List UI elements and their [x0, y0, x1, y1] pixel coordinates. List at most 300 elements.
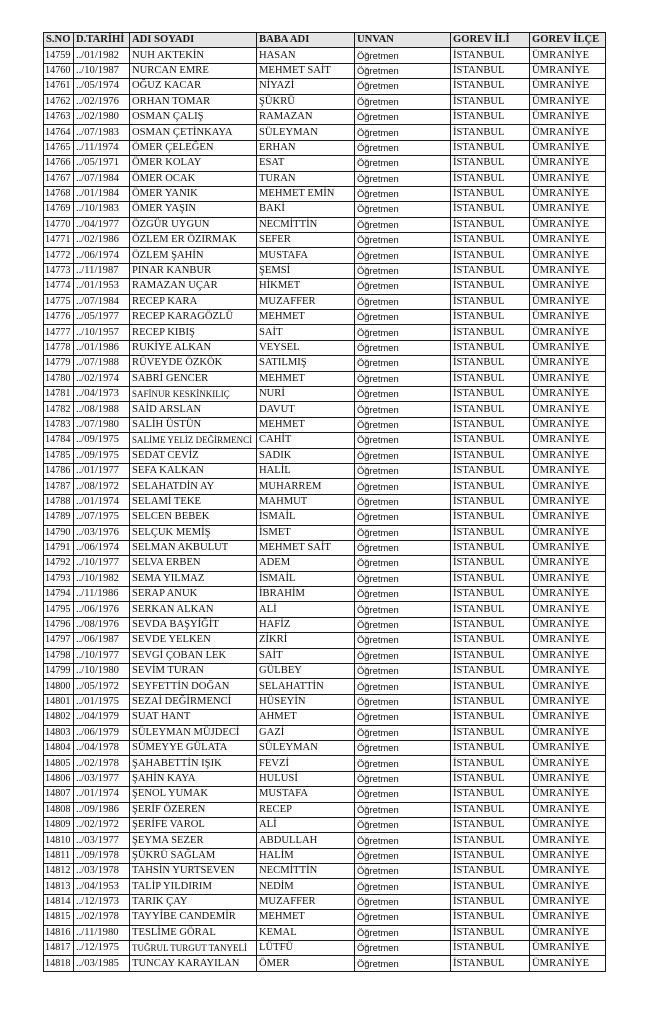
cell-birth-date: ../06/1976 — [74, 602, 130, 617]
cell-birth-date: ../05/1971 — [74, 156, 130, 171]
cell-father-name: SADIK — [257, 448, 355, 463]
table-row — [44, 202, 606, 217]
cell-title: Öğretmen — [355, 648, 451, 663]
cell-father-name: HÜSEYİN — [257, 694, 355, 709]
cell-birth-date: ../01/1975 — [74, 694, 130, 709]
cell-birth-date: ../10/1982 — [74, 571, 130, 586]
cell-province: İSTANBUL — [451, 310, 530, 325]
cell-title: Öğretmen — [355, 294, 451, 309]
cell-province: İSTANBUL — [451, 494, 530, 509]
cell-district: ÜMRANİYE — [530, 694, 606, 709]
cell-title: Öğretmen — [355, 48, 451, 63]
cell-birth-date: ../04/1973 — [74, 386, 130, 401]
cell-father-name: MAHMUT — [257, 494, 355, 509]
cell-district: ÜMRANİYE — [530, 448, 606, 463]
cell-birth-date: ../01/1977 — [74, 463, 130, 478]
cell-province: İSTANBUL — [451, 63, 530, 78]
cell-birth-date: ../05/1974 — [74, 79, 130, 94]
cell-father-name: NİYAZİ — [257, 79, 355, 94]
cell-district: ÜMRANİYE — [530, 417, 606, 432]
cell-birth-date: ../09/1975 — [74, 433, 130, 448]
cell-province: İSTANBUL — [451, 740, 530, 755]
cell-full-name: ÖMER YANIK — [130, 186, 257, 201]
cell-birth-date: ../06/1974 — [74, 540, 130, 555]
cell-sno: 14780 — [44, 371, 74, 386]
personnel-table — [43, 32, 606, 972]
cell-province: İSTANBUL — [451, 894, 530, 909]
cell-full-name: SALİME YELİZ DEĞİRMENCİ — [130, 433, 257, 448]
cell-birth-date: ../11/1980 — [74, 925, 130, 940]
cell-province: İSTANBUL — [451, 125, 530, 140]
cell-full-name: OSMAN ÇETİNKAYA — [130, 125, 257, 140]
cell-sno: 14775 — [44, 294, 74, 309]
cell-title: Öğretmen — [355, 864, 451, 879]
cell-full-name: TUĞRUL TURGUT TANYELİ — [130, 941, 257, 956]
cell-full-name: RECEP KARA — [130, 294, 257, 309]
cell-district: ÜMRANİYE — [530, 94, 606, 109]
cell-birth-date: ../10/1957 — [74, 325, 130, 340]
cell-title: Öğretmen — [355, 664, 451, 679]
cell-title: Öğretmen — [355, 463, 451, 478]
cell-birth-date: ../07/1984 — [74, 171, 130, 186]
cell-full-name: ÖMER YAŞIN — [130, 202, 257, 217]
cell-district: ÜMRANİYE — [530, 463, 606, 478]
cell-province: İSTANBUL — [451, 833, 530, 848]
cell-sno: 14767 — [44, 171, 74, 186]
cell-district: ÜMRANİYE — [530, 310, 606, 325]
cell-father-name: ADEM — [257, 556, 355, 571]
cell-province: İSTANBUL — [451, 448, 530, 463]
cell-sno: 14811 — [44, 848, 74, 863]
cell-district: ÜMRANİYE — [530, 79, 606, 94]
table-row — [44, 386, 606, 401]
cell-district: ÜMRANİYE — [530, 494, 606, 509]
cell-father-name: VEYSEL — [257, 340, 355, 355]
cell-father-name: ALİ — [257, 602, 355, 617]
table-row — [44, 371, 606, 386]
cell-sno: 14785 — [44, 448, 74, 463]
cell-full-name: RAMAZAN UÇAR — [130, 279, 257, 294]
cell-title: Öğretmen — [355, 494, 451, 509]
table-row — [44, 510, 606, 525]
table-row — [44, 817, 606, 832]
cell-father-name: SÜLEYMAN — [257, 125, 355, 140]
cell-province: İSTANBUL — [451, 186, 530, 201]
cell-full-name: SÜLEYMAN MÜJDECİ — [130, 725, 257, 740]
cell-father-name: ERHAN — [257, 140, 355, 155]
cell-father-name: CAHİT — [257, 433, 355, 448]
cell-title: Öğretmen — [355, 802, 451, 817]
cell-full-name: SELCEN BEBEK — [130, 510, 257, 525]
cell-district: ÜMRANİYE — [530, 386, 606, 401]
cell-sno: 14790 — [44, 525, 74, 540]
cell-province: İSTANBUL — [451, 325, 530, 340]
table-row — [44, 664, 606, 679]
cell-title: Öğretmen — [355, 279, 451, 294]
cell-father-name: LÜTFÜ — [257, 941, 355, 956]
cell-sno: 14799 — [44, 664, 74, 679]
cell-father-name: MEHMET — [257, 371, 355, 386]
table-row — [44, 448, 606, 463]
cell-title: Öğretmen — [355, 371, 451, 386]
cell-father-name: NECMİTTİN — [257, 864, 355, 879]
cell-birth-date: ../03/1985 — [74, 956, 130, 971]
cell-birth-date: ../02/1978 — [74, 910, 130, 925]
cell-birth-date: ../10/1977 — [74, 556, 130, 571]
cell-father-name: SATILMIŞ — [257, 356, 355, 371]
cell-district: ÜMRANİYE — [530, 879, 606, 894]
cell-sno: 14759 — [44, 48, 74, 63]
cell-province: İSTANBUL — [451, 648, 530, 663]
cell-father-name: SELAHATTİN — [257, 679, 355, 694]
cell-father-name: MUSTAFA — [257, 787, 355, 802]
table-row — [44, 233, 606, 248]
cell-sno: 14765 — [44, 140, 74, 155]
cell-father-name: ALİ — [257, 817, 355, 832]
cell-province: İSTANBUL — [451, 79, 530, 94]
cell-district: ÜMRANİYE — [530, 587, 606, 602]
cell-sno: 14817 — [44, 941, 74, 956]
cell-district: ÜMRANİYE — [530, 140, 606, 155]
cell-district: ÜMRANİYE — [530, 756, 606, 771]
cell-sno: 14764 — [44, 125, 74, 140]
table-row — [44, 248, 606, 263]
cell-birth-date: ../06/1974 — [74, 248, 130, 263]
cell-province: İSTANBUL — [451, 694, 530, 709]
cell-father-name: ZİKRİ — [257, 633, 355, 648]
cell-title: Öğretmen — [355, 510, 451, 525]
cell-birth-date: ../03/1977 — [74, 771, 130, 786]
cell-province: İSTANBUL — [451, 864, 530, 879]
cell-full-name: ÖMER OCAK — [130, 171, 257, 186]
cell-father-name: SAİT — [257, 325, 355, 340]
cell-birth-date: ../02/1986 — [74, 233, 130, 248]
table-row — [44, 433, 606, 448]
cell-father-name: SEFER — [257, 233, 355, 248]
cell-father-name: DAVUT — [257, 402, 355, 417]
header-birth-date: D.TARİHİ — [74, 33, 130, 48]
table-row — [44, 48, 606, 63]
cell-sno: 14814 — [44, 894, 74, 909]
header-title: UNVAN — [355, 33, 451, 48]
cell-province: İSTANBUL — [451, 463, 530, 478]
cell-father-name: HULUSİ — [257, 771, 355, 786]
cell-full-name: SELAHATDİN AY — [130, 479, 257, 494]
cell-father-name: İSMAİL — [257, 571, 355, 586]
cell-father-name: GÜLBEY — [257, 664, 355, 679]
cell-district: ÜMRANİYE — [530, 186, 606, 201]
cell-sno: 14781 — [44, 386, 74, 401]
cell-district: ÜMRANİYE — [530, 510, 606, 525]
cell-sno: 14807 — [44, 787, 74, 802]
cell-province: İSTANBUL — [451, 571, 530, 586]
table-row — [44, 787, 606, 802]
cell-full-name: SELAMİ TEKE — [130, 494, 257, 509]
cell-province: İSTANBUL — [451, 817, 530, 832]
cell-title: Öğretmen — [355, 833, 451, 848]
cell-full-name: SEZAİ DEĞİRMENCİ — [130, 694, 257, 709]
cell-birth-date: ../01/1984 — [74, 186, 130, 201]
table-row — [44, 956, 606, 971]
cell-full-name: SEFA KALKAN — [130, 463, 257, 478]
cell-district: ÜMRANİYE — [530, 171, 606, 186]
table-row — [44, 571, 606, 586]
cell-full-name: RECEP KIBIŞ — [130, 325, 257, 340]
table-row — [44, 340, 606, 355]
cell-father-name: MUHARREM — [257, 479, 355, 494]
table-row — [44, 802, 606, 817]
cell-full-name: SALİH ÜSTÜN — [130, 417, 257, 432]
cell-sno: 14777 — [44, 325, 74, 340]
cell-birth-date: ../03/1978 — [74, 864, 130, 879]
cell-title: Öğretmen — [355, 571, 451, 586]
header-sno: S.NO — [44, 33, 74, 48]
cell-sno: 14812 — [44, 864, 74, 879]
cell-full-name: ŞEYMA SEZER — [130, 833, 257, 848]
cell-father-name: KEMAL — [257, 925, 355, 940]
cell-father-name: TURAN — [257, 171, 355, 186]
cell-sno: 14762 — [44, 94, 74, 109]
table-row — [44, 479, 606, 494]
cell-province: İSTANBUL — [451, 725, 530, 740]
cell-province: İSTANBUL — [451, 802, 530, 817]
table-row — [44, 910, 606, 925]
cell-title: Öğretmen — [355, 771, 451, 786]
cell-title: Öğretmen — [355, 417, 451, 432]
cell-title: Öğretmen — [355, 479, 451, 494]
cell-father-name: ŞEMSİ — [257, 263, 355, 278]
cell-title: Öğretmen — [355, 433, 451, 448]
cell-title: Öğretmen — [355, 540, 451, 555]
cell-province: İSTANBUL — [451, 48, 530, 63]
cell-full-name: ÖZLEM ŞAHİN — [130, 248, 257, 263]
cell-birth-date: ../05/1972 — [74, 679, 130, 694]
cell-district: ÜMRANİYE — [530, 233, 606, 248]
cell-birth-date: ../06/1987 — [74, 633, 130, 648]
cell-district: ÜMRANİYE — [530, 63, 606, 78]
cell-title: Öğretmen — [355, 217, 451, 232]
cell-father-name: NECMİTTİN — [257, 217, 355, 232]
table-row — [44, 941, 606, 956]
cell-sno: 14763 — [44, 109, 74, 124]
cell-full-name: TAYYİBE CANDEMİR — [130, 910, 257, 925]
cell-province: İSTANBUL — [451, 202, 530, 217]
cell-full-name: TAHSİN YURTSEVEN — [130, 864, 257, 879]
cell-full-name: NURCAN EMRE — [130, 63, 257, 78]
cell-province: İSTANBUL — [451, 109, 530, 124]
table-row — [44, 325, 606, 340]
cell-sno: 14809 — [44, 817, 74, 832]
table-row — [44, 725, 606, 740]
cell-birth-date: ../12/1975 — [74, 941, 130, 956]
cell-province: İSTANBUL — [451, 263, 530, 278]
header-province: GOREV İLİ — [451, 33, 530, 48]
cell-sno: 14771 — [44, 233, 74, 248]
cell-title: Öğretmen — [355, 694, 451, 709]
cell-full-name: OSMAN ÇALIŞ — [130, 109, 257, 124]
cell-province: İSTANBUL — [451, 510, 530, 525]
table-row — [44, 109, 606, 124]
cell-birth-date: ../05/1977 — [74, 310, 130, 325]
table-row — [44, 710, 606, 725]
table-row — [44, 525, 606, 540]
cell-sno: 14806 — [44, 771, 74, 786]
cell-district: ÜMRANİYE — [530, 248, 606, 263]
cell-sno: 14813 — [44, 879, 74, 894]
cell-birth-date: ../03/1977 — [74, 833, 130, 848]
cell-title: Öğretmen — [355, 186, 451, 201]
table-row — [44, 463, 606, 478]
cell-district: ÜMRANİYE — [530, 217, 606, 232]
cell-sno: 14801 — [44, 694, 74, 709]
cell-province: İSTANBUL — [451, 956, 530, 971]
table-row — [44, 602, 606, 617]
cell-province: İSTANBUL — [451, 602, 530, 617]
cell-birth-date: ../04/1979 — [74, 710, 130, 725]
table-row — [44, 587, 606, 602]
cell-full-name: SELVA ERBEN — [130, 556, 257, 571]
cell-sno: 14782 — [44, 402, 74, 417]
cell-district: ÜMRANİYE — [530, 156, 606, 171]
table-row — [44, 556, 606, 571]
table-row — [44, 186, 606, 201]
cell-sno: 14760 — [44, 63, 74, 78]
cell-full-name: SERKAN ALKAN — [130, 602, 257, 617]
cell-father-name: MEHMET EMİN — [257, 186, 355, 201]
cell-father-name: MEHMET SAİT — [257, 63, 355, 78]
cell-province: İSTANBUL — [451, 710, 530, 725]
cell-province: İSTANBUL — [451, 664, 530, 679]
cell-district: ÜMRANİYE — [530, 617, 606, 632]
cell-title: Öğretmen — [355, 171, 451, 186]
cell-birth-date: ../12/1973 — [74, 894, 130, 909]
cell-father-name: ÖMER — [257, 956, 355, 971]
cell-birth-date: ../10/1983 — [74, 202, 130, 217]
cell-district: ÜMRANİYE — [530, 925, 606, 940]
cell-province: İSTANBUL — [451, 587, 530, 602]
cell-title: Öğretmen — [355, 310, 451, 325]
table-row — [44, 494, 606, 509]
cell-title: Öğretmen — [355, 109, 451, 124]
cell-province: İSTANBUL — [451, 525, 530, 540]
cell-father-name: AHMET — [257, 710, 355, 725]
cell-title: Öğretmen — [355, 79, 451, 94]
cell-district: ÜMRANİYE — [530, 202, 606, 217]
table-row — [44, 125, 606, 140]
cell-birth-date: ../02/1976 — [74, 94, 130, 109]
cell-father-name: RAMAZAN — [257, 109, 355, 124]
cell-province: İSTANBUL — [451, 925, 530, 940]
cell-district: ÜMRANİYE — [530, 910, 606, 925]
cell-full-name: ÖMER KOLAY — [130, 156, 257, 171]
cell-province: İSTANBUL — [451, 217, 530, 232]
cell-birth-date: ../09/1975 — [74, 448, 130, 463]
cell-birth-date: ../11/1986 — [74, 587, 130, 602]
cell-full-name: TUNCAY KARAYILAN — [130, 956, 257, 971]
cell-sno: 14800 — [44, 679, 74, 694]
cell-full-name: ŞERİFE VAROL — [130, 817, 257, 832]
header-district: GOREV İLÇE — [530, 33, 606, 48]
cell-district: ÜMRANİYE — [530, 833, 606, 848]
cell-title: Öğretmen — [355, 710, 451, 725]
cell-full-name: RÜVEYDE ÖZKÖK — [130, 356, 257, 371]
table-row — [44, 648, 606, 663]
cell-birth-date: ../08/1972 — [74, 479, 130, 494]
cell-full-name: SEVİM TURAN — [130, 664, 257, 679]
cell-full-name: SERAP ANUK — [130, 587, 257, 602]
cell-full-name: SEVGİ ÇOBAN LEK — [130, 648, 257, 663]
cell-province: İSTANBUL — [451, 233, 530, 248]
cell-title: Öğretmen — [355, 202, 451, 217]
cell-province: İSTANBUL — [451, 556, 530, 571]
cell-province: İSTANBUL — [451, 371, 530, 386]
table-row — [44, 217, 606, 232]
cell-province: İSTANBUL — [451, 879, 530, 894]
cell-father-name: BAKİ — [257, 202, 355, 217]
cell-birth-date: ../01/1974 — [74, 787, 130, 802]
cell-district: ÜMRANİYE — [530, 725, 606, 740]
cell-province: İSTANBUL — [451, 140, 530, 155]
cell-district: ÜMRANİYE — [530, 571, 606, 586]
cell-birth-date: ../07/1983 — [74, 125, 130, 140]
cell-sno: 14816 — [44, 925, 74, 940]
cell-province: İSTANBUL — [451, 617, 530, 632]
cell-birth-date: ../07/1988 — [74, 356, 130, 371]
cell-title: Öğretmen — [355, 325, 451, 340]
cell-sno: 14774 — [44, 279, 74, 294]
cell-full-name: SÜMEYYE GÜLATA — [130, 740, 257, 755]
cell-sno: 14778 — [44, 340, 74, 355]
cell-title: Öğretmen — [355, 633, 451, 648]
cell-district: ÜMRANİYE — [530, 633, 606, 648]
cell-title: Öğretmen — [355, 556, 451, 571]
cell-title: Öğretmen — [355, 956, 451, 971]
cell-district: ÜMRANİYE — [530, 356, 606, 371]
table-row — [44, 679, 606, 694]
cell-title: Öğretmen — [355, 756, 451, 771]
cell-province: İSTANBUL — [451, 340, 530, 355]
cell-sno: 14803 — [44, 725, 74, 740]
cell-sno: 14794 — [44, 587, 74, 602]
table-row — [44, 63, 606, 78]
cell-full-name: OĞUZ KACAR — [130, 79, 257, 94]
cell-province: İSTANBUL — [451, 248, 530, 263]
cell-title: Öğretmen — [355, 894, 451, 909]
table-row — [44, 756, 606, 771]
cell-father-name: MEHMET — [257, 910, 355, 925]
cell-sno: 14810 — [44, 833, 74, 848]
table-row — [44, 156, 606, 171]
cell-district: ÜMRANİYE — [530, 864, 606, 879]
cell-father-name: HALİL — [257, 463, 355, 478]
cell-district: ÜMRANİYE — [530, 602, 606, 617]
cell-father-name: HASAN — [257, 48, 355, 63]
cell-province: İSTANBUL — [451, 848, 530, 863]
cell-sno: 14796 — [44, 617, 74, 632]
cell-district: ÜMRANİYE — [530, 109, 606, 124]
cell-full-name: SAFİNUR KESKİNKILIÇ — [130, 386, 257, 401]
cell-father-name: ESAT — [257, 156, 355, 171]
cell-full-name: ÖMER ÇELEĞEN — [130, 140, 257, 155]
cell-title: Öğretmen — [355, 233, 451, 248]
cell-title: Öğretmen — [355, 140, 451, 155]
cell-full-name: ÖZGÜR UYGUN — [130, 217, 257, 232]
cell-title: Öğretmen — [355, 63, 451, 78]
cell-full-name: ŞENOL YUMAK — [130, 787, 257, 802]
cell-province: İSTANBUL — [451, 910, 530, 925]
cell-sno: 14797 — [44, 633, 74, 648]
cell-full-name: ŞERİF ÖZEREN — [130, 802, 257, 817]
